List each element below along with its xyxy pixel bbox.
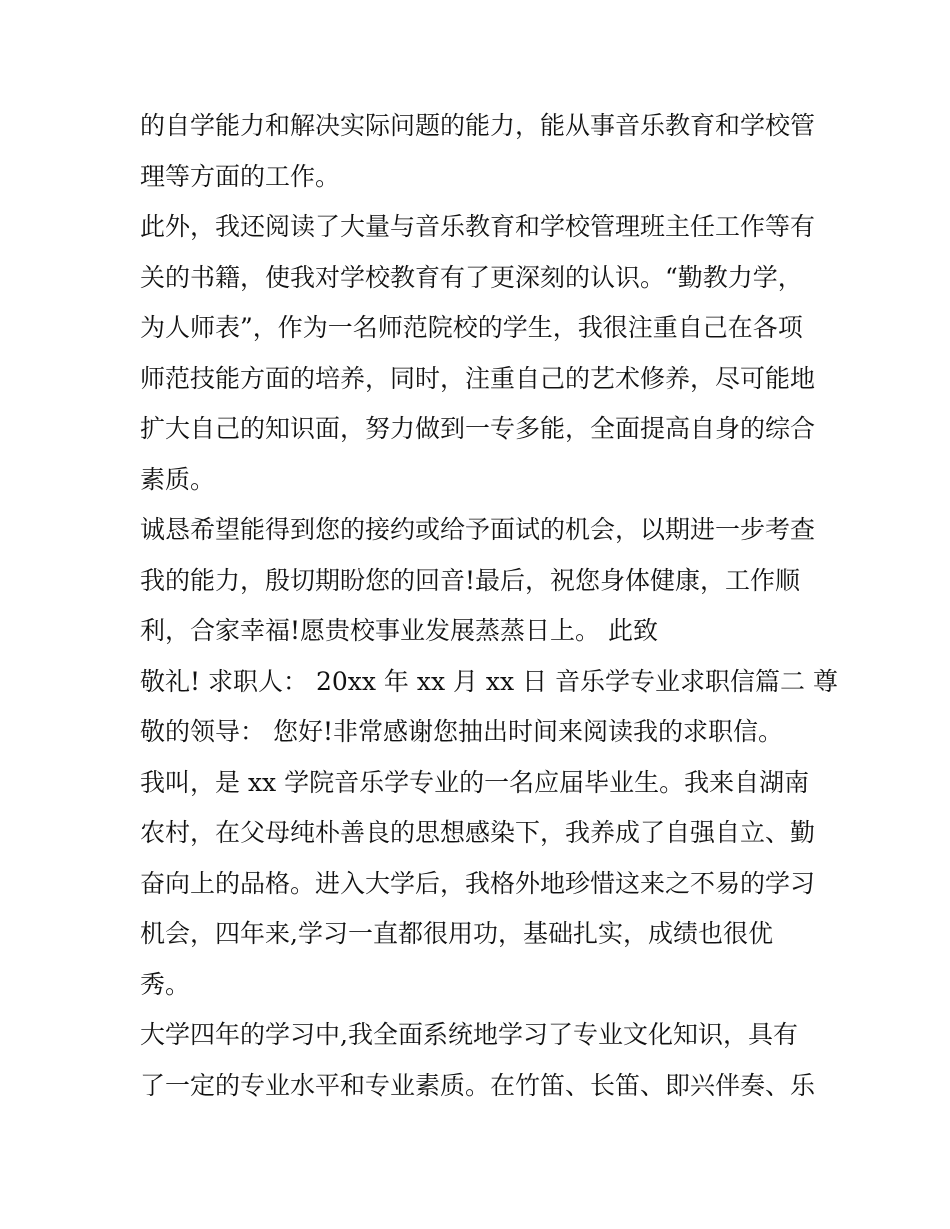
text-line-7: 扩大自己的知识面，努力做到一专多能，全面提高自身的综合	[140, 414, 816, 443]
text-line-2: 理等方面的工作。	[140, 161, 341, 191]
text-line-3: 此外，我还阅读了大量与音乐教育和学校管理班主任工作等有	[140, 212, 816, 241]
text-line-12: 敬礼! 求职人： 20xx 年 xx 月 xx 日 音乐学专业求职信篇二 尊	[140, 666, 838, 696]
text-line-6: 师范技能方面的培养，同时，注重自己的艺术修养，尽可能地	[140, 363, 816, 393]
text-line-15: 农村，在父母纯朴善良的思想感染下，我养成了自强自立、勤	[140, 818, 816, 847]
text-line-19: 大学四年的学习中,我全面系统地学习了专业文化知识，具有	[140, 1020, 798, 1049]
text-line-18: 秀。	[140, 969, 191, 999]
text-line-5: 为人师表”，作为一名师范院校的学生，我很注重自己在各项	[140, 313, 803, 342]
text-line-4: 关的书籍，使我对学校教育有了更深刻的认识。“勤教力学，	[140, 262, 803, 292]
text-line-10: 我的能力，殷切期盼您的回音!最后，祝您身体健康，工作顺	[140, 565, 801, 595]
document-body	[140, 101, 838, 1111]
text-line-16: 奋向上的品格。进入大学后，我格外地珍惜这来之不易的学习	[140, 868, 816, 898]
text-line-8: 素质。	[140, 464, 216, 494]
text-line-14: 我叫，是 xx 学院音乐学专业的一名应届毕业生。我来自湖南	[140, 767, 810, 797]
text-line-20: 了一定的专业水平和专业素质。在竹笛、长笛、即兴伴奏、乐	[140, 1070, 816, 1100]
text-line-11: 利，合家幸福!愿贵校事业发展蒸蒸日上。 此致	[140, 616, 658, 645]
text-line-1: 的自学能力和解决实际问题的能力，能从事音乐教育和学校管	[140, 111, 816, 140]
text-line-17: 机会，四年来,学习一直都很用功，基础扎实，成绩也很优	[140, 919, 773, 948]
text-line-13: 敬的领导： 您好!非常感谢您抽出时间来阅读我的求职信。	[140, 717, 783, 746]
text-line-9: 诚恳希望能得到您的接约或给予面试的机会，以期进一步考查	[140, 515, 816, 544]
